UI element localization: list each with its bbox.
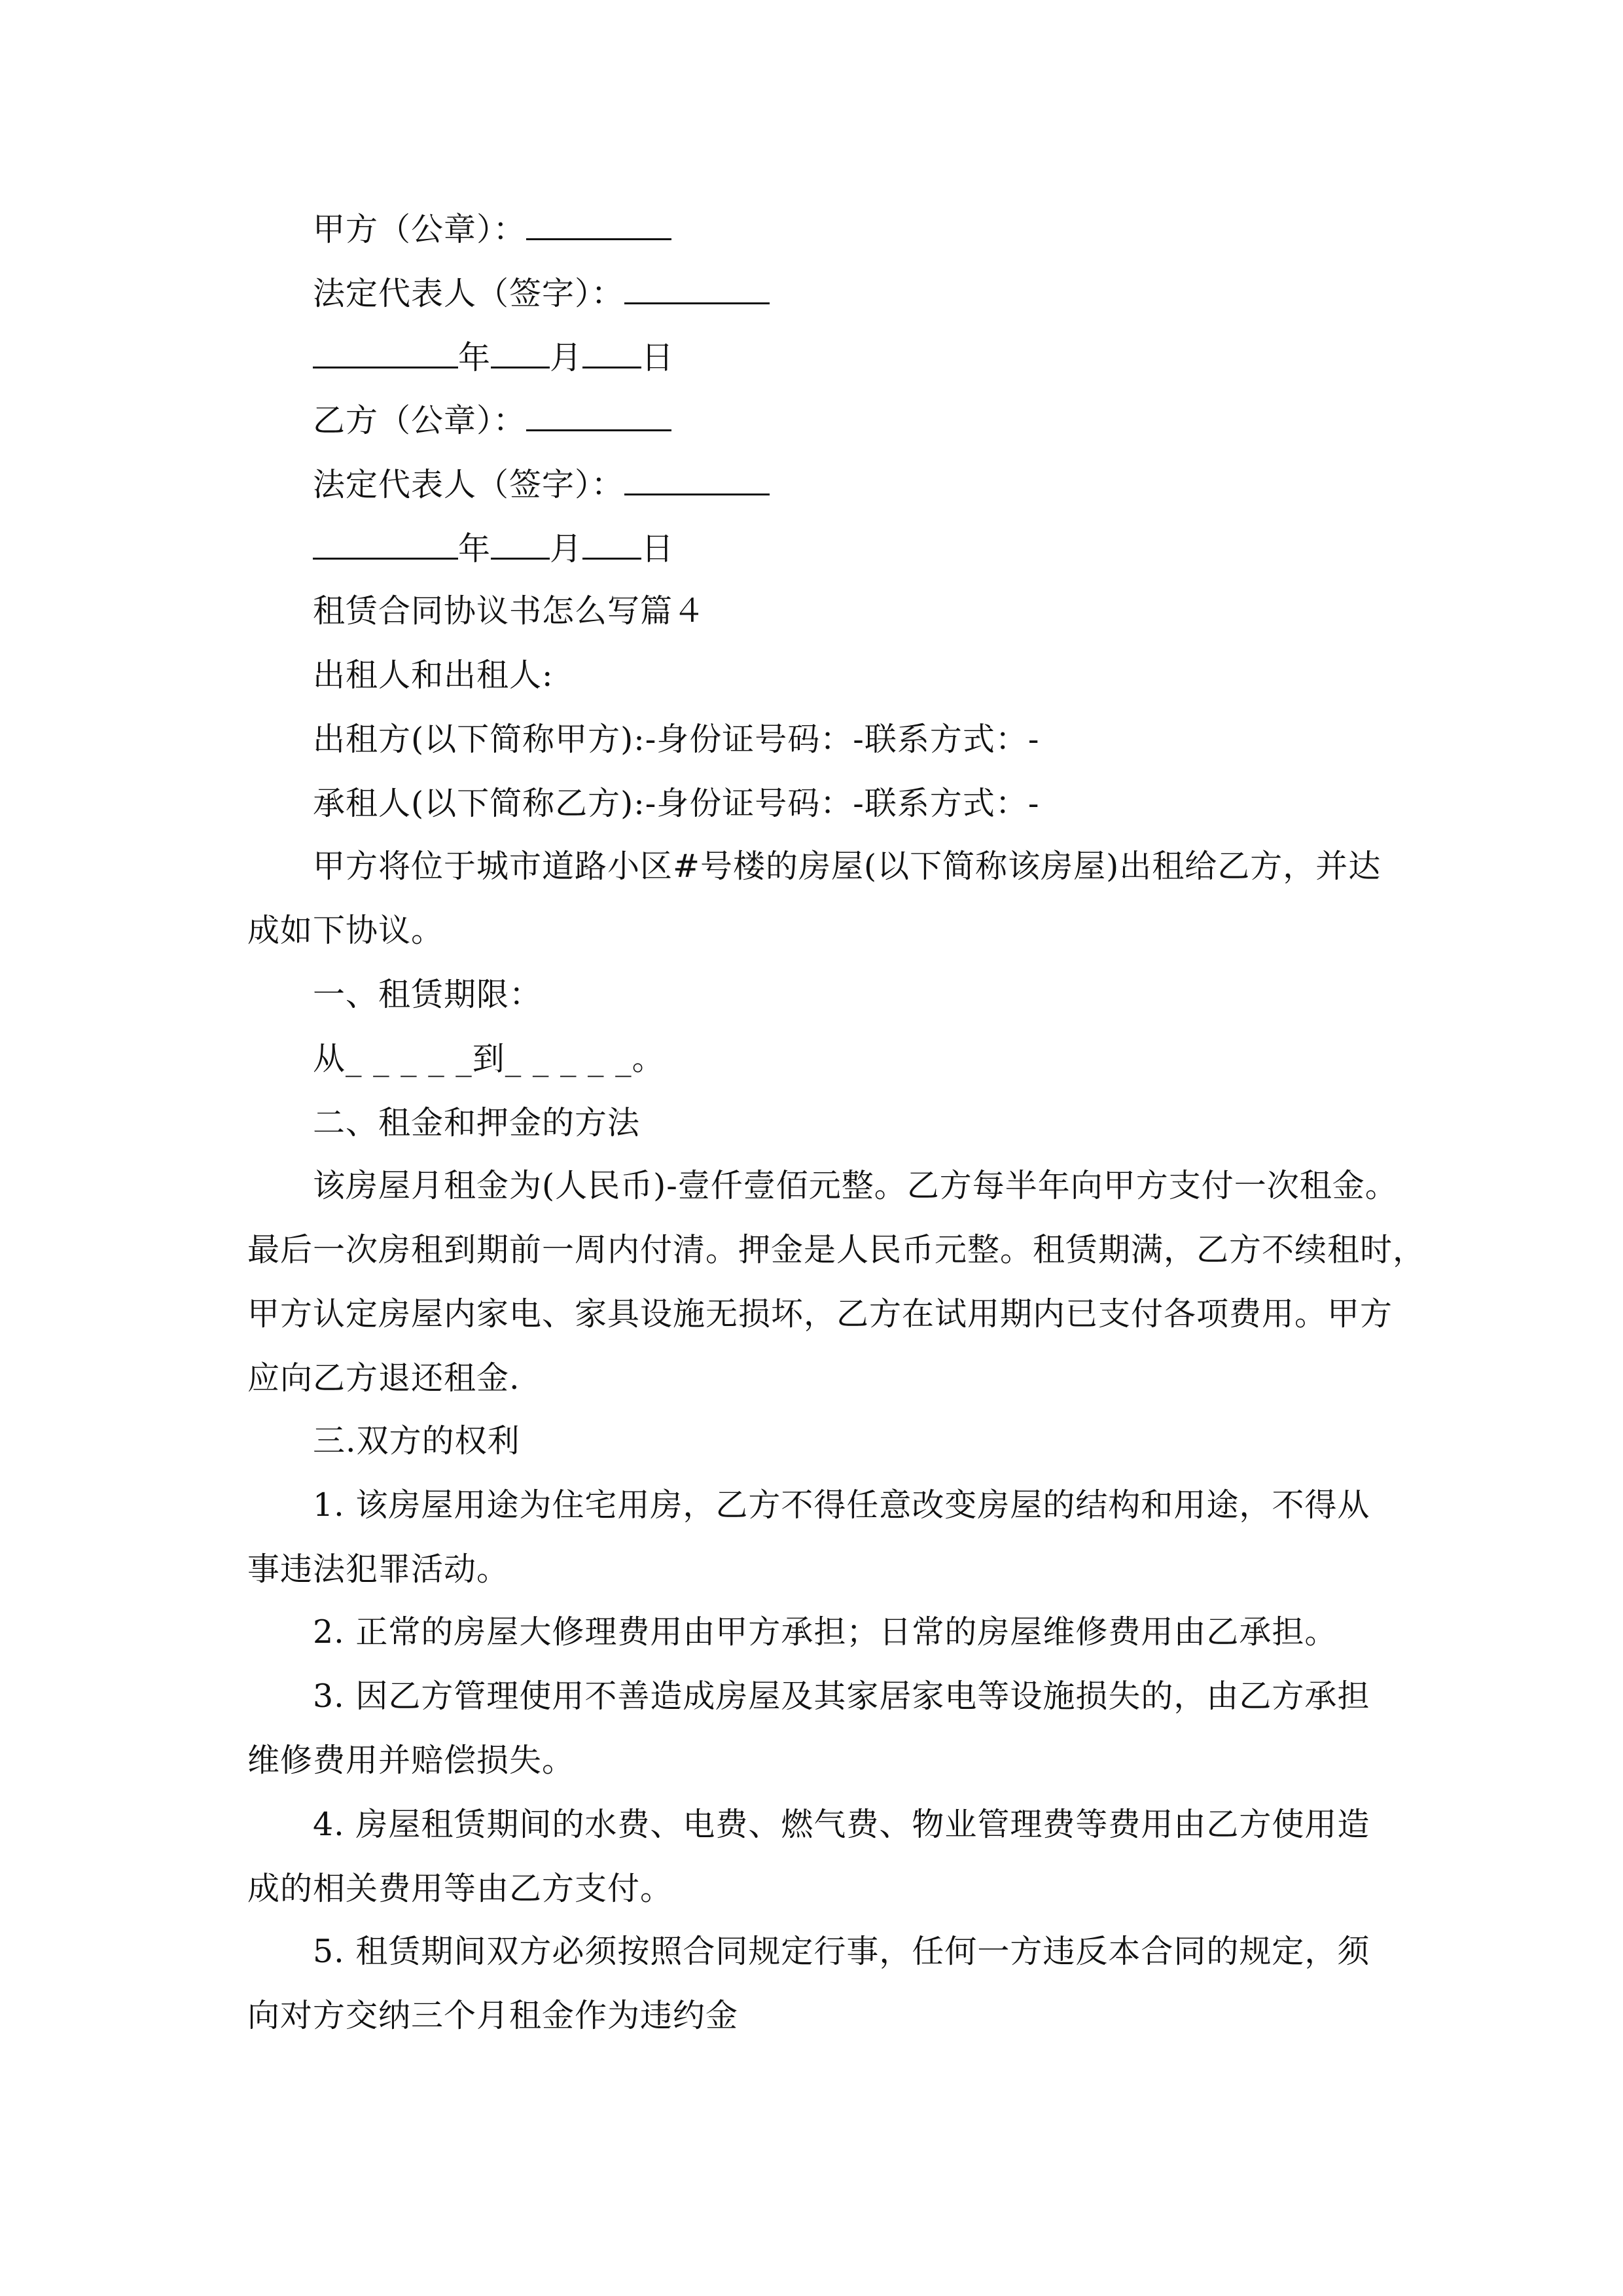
party-a-year-label: 年 [458,339,491,376]
item-4-line-1: 4. 房屋租赁期间的水费、电费、燃气费、物业管理费等费用由乙方使用造 [313,1806,1370,1843]
clause-3-title: 三.双方的权利 [313,1422,520,1460]
item-4-line-2: 成的相关费用等由乙方支付。 [247,1870,673,1907]
clause-1-body: 从_ _ _ _ _到_ _ _ _ _。 [313,1040,665,1077]
item-1-line-2: 事违法犯罪活动。 [247,1551,510,1588]
party-b-month-label: 月 [550,530,583,567]
party-b-rep-line [313,465,770,505]
party-a-month-blank [491,338,550,368]
clause-2-line-2: 最后一次房租到期前一周内付清。押金是人民币元整。租赁期满，乙方不续租时， [247,1231,1426,1268]
clause-2-line-3: 甲方认定房屋内家电、家具设施无损坏，乙方在试用期内已支付各项费用。甲方 [247,1295,1393,1333]
party-a-rep-blank [624,274,770,304]
party-b-seal-label: 乙方（公章）： [313,402,526,439]
party-b-rep-label: 法定代表人（签字）： [313,466,624,503]
item-5-line-2: 向对方交纳三个月租金作为违约金 [247,1997,739,2034]
intro-line-2: 成如下协议。 [247,912,444,949]
clause-2-line-4: 应向乙方退还租金. [247,1359,520,1397]
item-3-line-2: 维修费用并赔偿损失。 [247,1742,575,1779]
party-a-month-label: 月 [550,339,583,376]
party-a-day-label: 日 [641,339,675,376]
party-a-day-blank [582,338,641,368]
clause-2-title: 二、租金和押金的方法 [313,1104,641,1141]
clause-1-title: 一、租赁期限： [313,976,543,1013]
item-3-line-1: 3. 因乙方管理使用不善造成房屋及其家居家电等设施损失的，由乙方承担 [313,1677,1370,1715]
parties-heading: 出租人和出租人: [313,656,554,694]
lessor-line: 出租方(以下简称甲方):-身份证号码：-联系方式：- [313,721,1040,758]
item-2-line-1: 2. 正常的房屋大修理费用由甲方承担；日常的房屋维修费用由乙承担。 [313,1613,1338,1651]
party-a-seal-blank [526,209,671,240]
party-a-rep-line [313,274,770,314]
party-a-seal-line [313,209,671,249]
party-a-rep-label: 法定代表人（签字）： [313,275,624,312]
party-b-day-blank [582,529,641,560]
party-b-date-line [313,529,674,569]
party-a-year-blank [313,338,458,368]
clause-2-line-1: 该房屋月租金为(人民币)-壹仟壹佰元整。乙方每半年向甲方支付一次租金。 [313,1167,1398,1204]
item-5-line-1: 5. 租赁期间双方必须按照合同规定行事，任何一方违反本合同的规定，须 [313,1933,1370,1970]
party-b-seal-line [313,401,671,440]
intro-line-1: 甲方将位于城市道路小区#号楼的房屋(以下简称该房屋)出租给乙方，并达 [313,848,1382,885]
party-b-year-label: 年 [458,530,491,567]
section-title: 租赁合同协议书怎么写篇４ [313,592,706,630]
party-a-date-line [313,338,674,378]
item-1-line-1: 1. 该房屋用途为住宅用房，乙方不得任意改变房屋的结构和用途，不得从 [313,1486,1370,1524]
lessee-line: 承租人(以下简称乙方):-身份证号码：-联系方式：- [313,785,1040,822]
party-b-year-blank [313,529,458,560]
party-a-seal-label: 甲方（公章）： [313,211,526,248]
party-b-day-label: 日 [641,530,675,567]
party-b-rep-blank [624,465,770,495]
party-b-month-blank [491,529,550,560]
party-b-seal-blank [526,401,671,431]
